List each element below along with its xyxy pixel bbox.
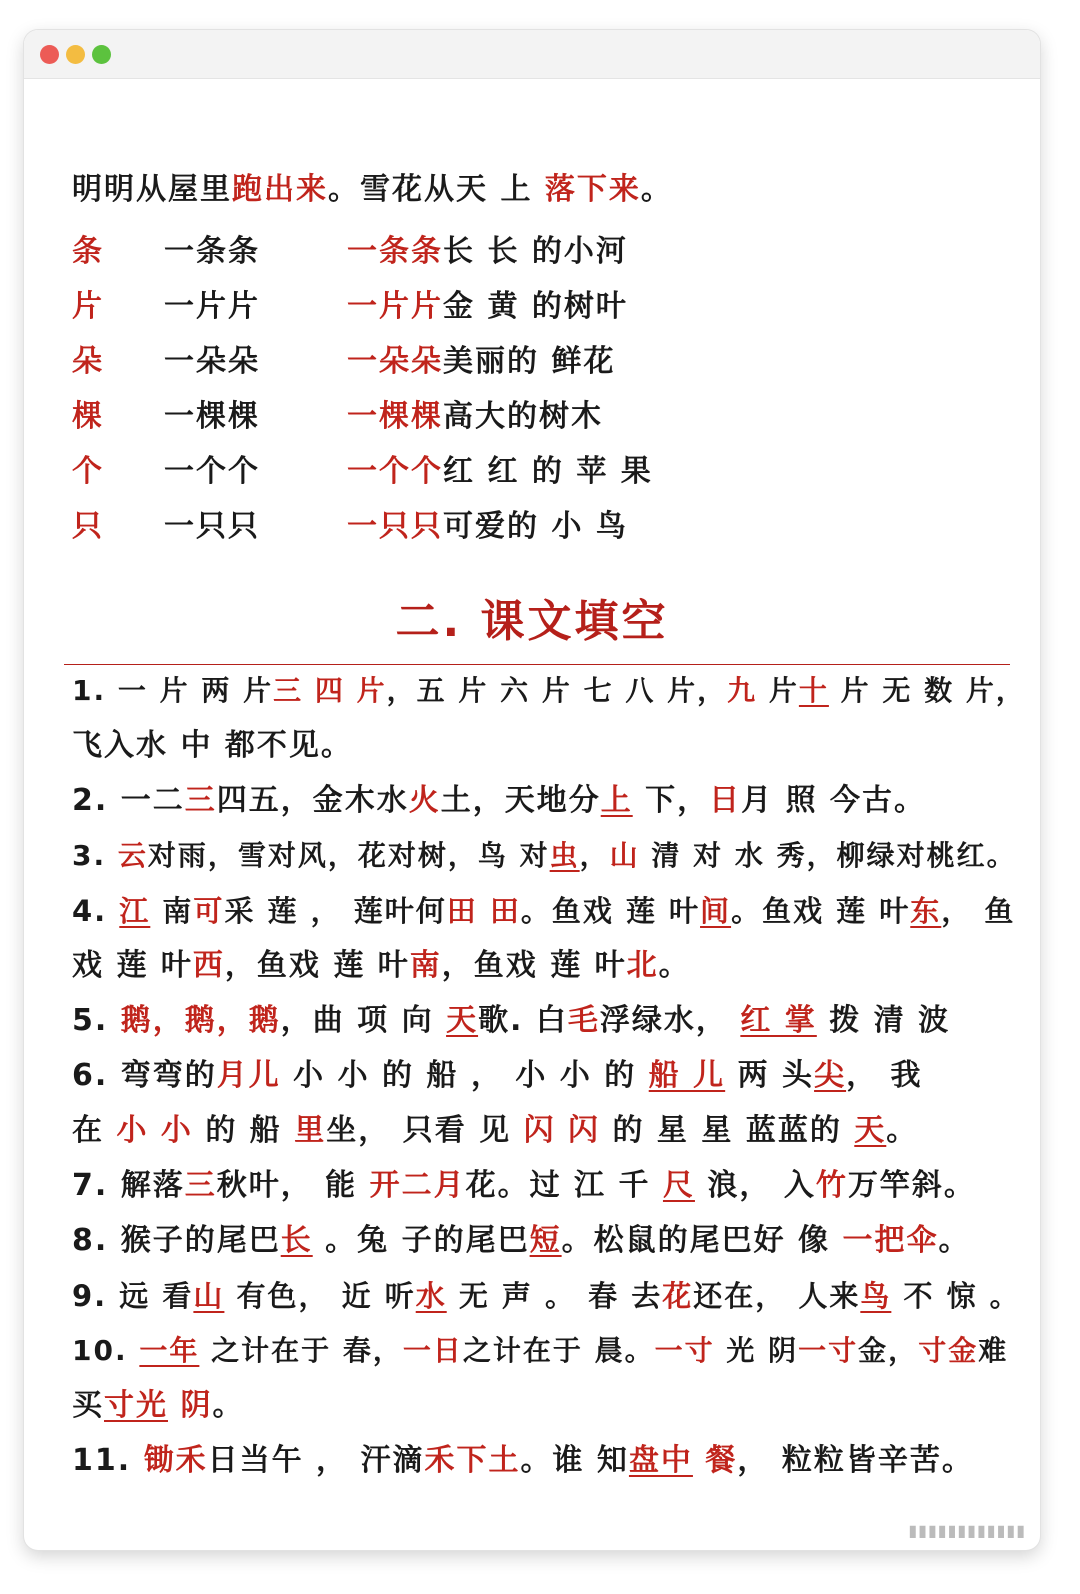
- answer-text: 禾下土: [424, 1443, 521, 1478]
- reduplicated-word: 一棵棵: [164, 399, 260, 434]
- fill-line: [72, 1166, 976, 1206]
- phrase-highlight: 一片片: [347, 289, 443, 324]
- phrase-rest: 美丽的 鲜花: [443, 344, 616, 379]
- answer-text: 天: [854, 1113, 887, 1148]
- reduplicated-word: 一个个: [164, 454, 260, 489]
- text-segment: ，曲 项 向: [280, 1003, 447, 1038]
- answer-text: 一寸: [798, 1334, 859, 1367]
- text-segment: 光 阴: [714, 1334, 799, 1367]
- text-segment: 坐， 只看 见: [326, 1113, 524, 1148]
- text-segment: 之计在于 春，: [199, 1334, 403, 1367]
- text-segment: 有色， 近 听: [224, 1279, 416, 1313]
- phrase-highlight: 一只只: [347, 509, 443, 544]
- text-segment: ， 我: [846, 1058, 923, 1093]
- text-segment: 3.: [72, 839, 118, 872]
- text-segment: 。: [640, 172, 673, 207]
- text-segment: 。雪花从天 上: [328, 172, 545, 207]
- phrase-highlight: 一个个: [347, 454, 443, 489]
- text-segment: 飞入水 中 都不见。: [72, 728, 353, 763]
- answer-text: 鸟: [860, 1279, 892, 1313]
- text-segment: 。谁 知: [520, 1443, 629, 1478]
- answer-text: 山: [193, 1279, 225, 1313]
- phrase-highlight: 一条条: [347, 234, 443, 269]
- text-segment: 4.: [72, 894, 120, 928]
- measure-word-char: 个: [72, 454, 102, 489]
- answer-text: 红 掌: [740, 1003, 817, 1038]
- answer-text: 三: [184, 783, 217, 818]
- text-segment: 7. 解落: [72, 1168, 185, 1203]
- answer-text: 江: [119, 894, 151, 928]
- text-segment: ， 鱼: [941, 894, 1016, 928]
- fill-line: [72, 1001, 950, 1041]
- answer-text: 小 小: [116, 1113, 193, 1148]
- answer-text: 寸光: [104, 1388, 168, 1423]
- close-window-button[interactable]: [40, 45, 59, 64]
- fill-line: [72, 1276, 1021, 1316]
- text-segment: 。松鼠的尾巴好 像: [561, 1223, 843, 1258]
- answer-text: 日: [709, 783, 742, 818]
- answer-text: 竹: [815, 1168, 848, 1203]
- fill-line: [72, 891, 1015, 931]
- answer-text: 里: [294, 1113, 327, 1148]
- text-segment: ，: [579, 839, 610, 872]
- measure-word-char: 只: [72, 509, 102, 544]
- answer-text: 短: [529, 1223, 562, 1258]
- example-phrase: [347, 452, 653, 492]
- text-segment: 无 声 。 春 去: [446, 1279, 663, 1313]
- text-segment: [168, 1388, 180, 1423]
- text-segment: 。: [658, 948, 691, 983]
- answer-text: 西: [192, 948, 225, 983]
- answer-text: 闪 闪: [523, 1113, 601, 1148]
- text-segment: [693, 1443, 705, 1478]
- text-segment: 。鱼戏 莲 叶: [520, 894, 701, 928]
- answer-text: 上: [600, 783, 633, 818]
- phrase-highlight: 一朵朵: [347, 344, 443, 379]
- answer-text: 锄禾: [143, 1443, 208, 1478]
- text-segment: 戏 莲 叶: [72, 948, 193, 983]
- text-segment: ，鱼戏 莲 叶: [441, 948, 627, 983]
- text-segment: 还在， 人来: [693, 1279, 861, 1313]
- text-segment: 金，: [858, 1334, 919, 1367]
- example-phrase: [347, 287, 628, 327]
- phrase-rest: 高大的树木: [443, 399, 603, 434]
- answer-text: 间: [700, 894, 732, 928]
- phrase-rest: 红 红 的 苹 果: [443, 454, 653, 489]
- text-segment: 秋叶， 能: [216, 1168, 370, 1203]
- fill-line: [72, 1441, 974, 1481]
- watermark: ▮▮▮▮▮▮▮▮▮▮▮▮: [908, 1521, 1026, 1540]
- fill-line: [72, 671, 1026, 711]
- text-segment: 的 船: [192, 1113, 295, 1148]
- text-segment: 日当午 ， 汗滴: [207, 1443, 425, 1478]
- reduplicated-word: 一朵朵: [164, 344, 260, 379]
- text-segment: 买: [72, 1388, 104, 1423]
- document-content: [24, 78, 1040, 1550]
- measure-word-char: 条: [72, 234, 102, 269]
- answer-text: 一寸: [654, 1334, 715, 1367]
- answer-text: 尺: [662, 1168, 695, 1203]
- answer-text: 花: [662, 1279, 694, 1313]
- minimize-window-button[interactable]: [66, 45, 85, 64]
- answer-text: 盘中: [628, 1443, 693, 1478]
- text-segment: 的 星 星 蓝蓝的: [600, 1113, 855, 1148]
- fill-line: [72, 1386, 244, 1426]
- measure-word-char: 朵: [72, 344, 102, 379]
- text-segment: 采 莲 ， 莲叶何: [224, 894, 447, 928]
- answer-text: 十: [798, 674, 829, 707]
- text-segment: 在: [72, 1113, 117, 1148]
- example-phrase: [347, 342, 615, 382]
- answer-text: 跑出来: [232, 172, 328, 207]
- answer-text: 一日: [402, 1334, 463, 1367]
- answer-text: 九: [727, 674, 758, 707]
- answer-text: 水: [415, 1279, 447, 1313]
- reduplicated-word: 一只只: [164, 509, 260, 544]
- text-segment: ， 粒粒皆辛苦。: [737, 1443, 974, 1478]
- text-segment: 下，: [632, 783, 710, 818]
- text-segment: 。兔 子的尾巴: [312, 1223, 530, 1258]
- text-segment: 2. 一二: [72, 783, 185, 818]
- fill-line: [72, 836, 1017, 876]
- answer-text: 虫: [549, 839, 580, 872]
- text-segment: 月 照 今古。: [741, 783, 927, 818]
- answer-text: 毛: [567, 1003, 600, 1038]
- example-phrase: [347, 397, 603, 437]
- answer-text: 阴: [180, 1388, 213, 1423]
- phrase-rest: 长 长 的小河: [443, 234, 628, 269]
- answer-text: 一把伞: [842, 1223, 939, 1258]
- answer-text: 餐: [705, 1443, 738, 1478]
- fill-line: [72, 1111, 918, 1151]
- fill-line: [72, 1331, 1008, 1371]
- answer-text: 落下来: [544, 172, 641, 207]
- text-segment: 土，天地分: [440, 783, 601, 818]
- section-divider: [64, 664, 1010, 665]
- fill-line: [72, 1221, 971, 1261]
- maximize-window-button[interactable]: [92, 45, 111, 64]
- answer-text: 三: [184, 1168, 217, 1203]
- reduplicated-word: 一片片: [164, 289, 260, 324]
- text-segment: 拨 清 波: [816, 1003, 951, 1038]
- text-segment: 歌. 白: [478, 1003, 568, 1038]
- fill-line: [72, 946, 691, 986]
- text-segment: 浮绿水，: [599, 1003, 741, 1038]
- text-segment: 。: [938, 1223, 971, 1258]
- text-segment: 。: [886, 1113, 919, 1148]
- answer-text: 火: [408, 783, 441, 818]
- answer-text: 南: [409, 948, 442, 983]
- section-title: 二. 课文填空: [395, 596, 669, 647]
- answer-text: 山: [609, 839, 640, 872]
- example-phrase: [347, 232, 628, 272]
- text-segment: 6. 弯弯的: [72, 1058, 217, 1093]
- answer-text: 长: [280, 1223, 313, 1258]
- text-segment: 8. 猴子的尾巴: [72, 1223, 281, 1258]
- text-segment: 。鱼戏 莲 叶: [731, 894, 911, 928]
- answer-text: 北: [626, 948, 659, 983]
- text-segment: 万竿斜。: [847, 1168, 976, 1203]
- phrase-rest: 金 黄 的树叶: [443, 289, 628, 324]
- measure-word-char: 棵: [72, 399, 102, 434]
- answer-text: 天: [446, 1003, 479, 1038]
- text-segment: 。: [212, 1388, 245, 1423]
- answer-text: 一年: [139, 1334, 200, 1367]
- text-segment: 11.: [72, 1443, 144, 1478]
- text-segment: 对雨，雪对风，花对树，鸟 对: [147, 839, 550, 872]
- answer-text: 寸金: [918, 1334, 979, 1367]
- intro-sentence: [72, 170, 673, 210]
- answer-text: 田 田: [446, 894, 521, 928]
- text-segment: 清 对 水 秀，柳绿对桃红。: [639, 839, 1017, 872]
- answer-text: 三 四 片: [273, 674, 387, 707]
- text-segment: 片: [757, 674, 799, 707]
- text-segment: ，五 片 六 片 七 八 片，: [386, 674, 728, 707]
- text-segment: 明明从屋里: [72, 172, 232, 207]
- answer-text: 尖: [814, 1058, 847, 1093]
- fill-line: [72, 1056, 923, 1096]
- answer-text: 鹅，鹅，鹅: [120, 1003, 281, 1038]
- text-segment: 花。过 江 千: [465, 1168, 663, 1203]
- phrase-rest: 可爱的 小 鸟: [443, 509, 628, 544]
- text-segment: ，鱼戏 莲 叶: [224, 948, 410, 983]
- text-segment: 难: [978, 1334, 1009, 1367]
- app-window: [24, 30, 1040, 1550]
- answer-text: 东: [910, 894, 942, 928]
- answer-text: 船 儿: [648, 1058, 726, 1093]
- example-phrase: [347, 507, 628, 547]
- reduplicated-word: 一条条: [164, 234, 260, 269]
- text-segment: 小 小 的 船 ， 小 小 的: [280, 1058, 649, 1093]
- text-segment: 两 头: [725, 1058, 815, 1093]
- fill-line: [72, 726, 353, 766]
- fill-line: [72, 781, 926, 821]
- text-segment: 之计在于 晨。: [462, 1334, 655, 1367]
- text-segment: 四五，金木水: [216, 783, 409, 818]
- answer-text: 月儿: [216, 1058, 281, 1093]
- text-segment: 9. 远 看: [72, 1279, 194, 1313]
- answer-text: 云: [117, 839, 148, 872]
- answer-text: 可: [193, 894, 225, 928]
- text-segment: 不 惊 。: [891, 1279, 1021, 1313]
- measure-word-char: 片: [72, 289, 102, 324]
- phrase-highlight: 一棵棵: [347, 399, 443, 434]
- title-bar: [24, 30, 1040, 79]
- text-segment: 1. 一 片 两 片: [72, 674, 274, 707]
- text-segment: 南: [150, 894, 194, 928]
- text-segment: 片 无 数 片，: [828, 674, 1026, 707]
- text-segment: 浪， 入: [694, 1168, 816, 1203]
- answer-text: 开二月: [369, 1168, 466, 1203]
- text-segment: 5.: [72, 1003, 121, 1038]
- text-segment: 10.: [72, 1334, 140, 1367]
